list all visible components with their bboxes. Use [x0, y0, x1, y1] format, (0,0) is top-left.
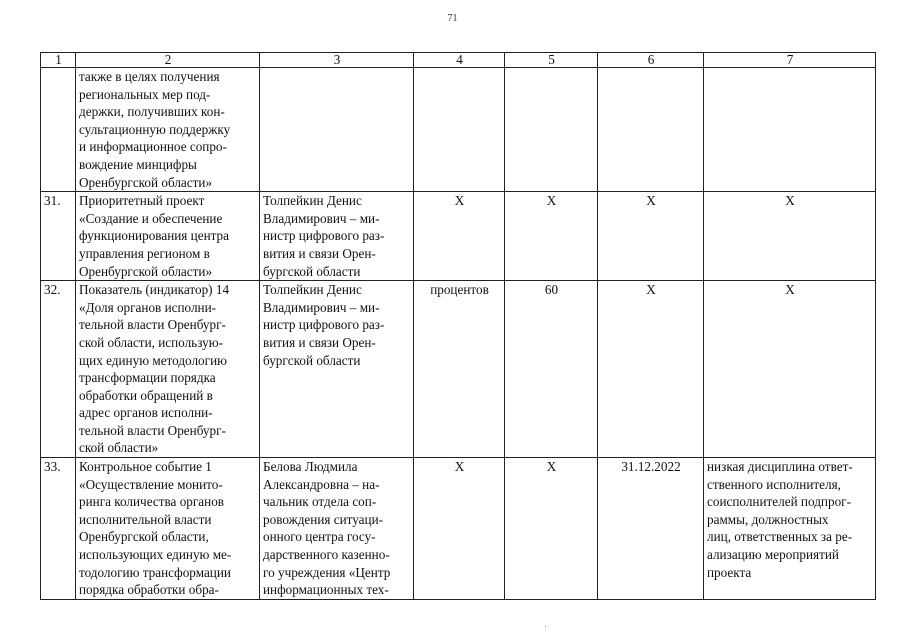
row-date: Х	[598, 192, 704, 281]
row-value	[505, 68, 598, 192]
column-header: 6	[598, 53, 704, 68]
row-name: Контрольное событие 1 «Осуществление монито- ринга количества органов исполнительной власти Оренбургской области, использующих единую ме- тодологию трансформации порядка обработки обра-	[76, 458, 260, 600]
row-number: 32.	[41, 281, 76, 458]
row-value: Х	[505, 192, 598, 281]
header-row	[41, 53, 876, 68]
page-number: 71	[447, 13, 458, 24]
column-header: 3	[260, 53, 414, 68]
row-unit: Х	[414, 192, 505, 281]
row-risk: Х	[704, 192, 876, 281]
row-risk: Х	[704, 281, 876, 458]
row-responsible: Толпейкин Денис Владимирович – ми- нистр цифрового раз- вития и связи Орен- бургской области	[260, 281, 414, 458]
row-responsible	[260, 68, 414, 192]
row-name: Приоритетный проект «Создание и обеспечение функционирования центра управления регионом в Оренбургской области»	[76, 192, 260, 281]
row-risk: низкая дисциплина ответ- ственного исполнителя, соисполнителей подпрог- раммы, должностных лиц, ответственных за ре- ализацию мероприятий проекта	[704, 458, 876, 600]
row-number	[41, 68, 76, 192]
row-name: также в целях получения региональных мер под- держки, получивших кон- сультационную поддержку и информационное сопро- вождение минцифры Оренбургской области»	[76, 68, 260, 192]
column-header: 1	[41, 53, 76, 68]
table-row	[41, 192, 876, 281]
row-number: 31.	[41, 192, 76, 281]
row-responsible: Толпейкин Денис Владимирович – ми- нистр цифрового раз- вития и связи Орен- бургской области	[260, 192, 414, 281]
row-unit: Х	[414, 458, 505, 600]
table-row	[41, 281, 876, 458]
row-value: 60	[505, 281, 598, 458]
row-number: 33.	[41, 458, 76, 600]
row-date	[598, 68, 704, 192]
column-header: 5	[505, 53, 598, 68]
program-table	[40, 52, 876, 600]
table-row	[41, 458, 876, 600]
row-unit	[414, 68, 505, 192]
row-responsible: Белова Людмила Александровна – на- чальник отдела соп- ровождения ситуаци- онного центра госу- дарственного казенно- го учреждения «Центр информационных тех-	[260, 458, 414, 600]
scan-speck	[545, 626, 546, 627]
row-date: 31.12.2022	[598, 458, 704, 600]
column-header: 4	[414, 53, 505, 68]
table-row	[41, 68, 876, 192]
column-header: 2	[76, 53, 260, 68]
row-value: Х	[505, 458, 598, 600]
row-name: Показатель (индикатор) 14 «Доля органов исполни- тельной власти Оренбург- ской области, использую- щих единую методологию трансформации порядка обработки обращений в адрес органов исполни- тельной власти Оренбург- ской области»	[76, 281, 260, 458]
row-date: Х	[598, 281, 704, 458]
row-unit: процентов	[414, 281, 505, 458]
column-header: 7	[704, 53, 876, 68]
row-risk	[704, 68, 876, 192]
